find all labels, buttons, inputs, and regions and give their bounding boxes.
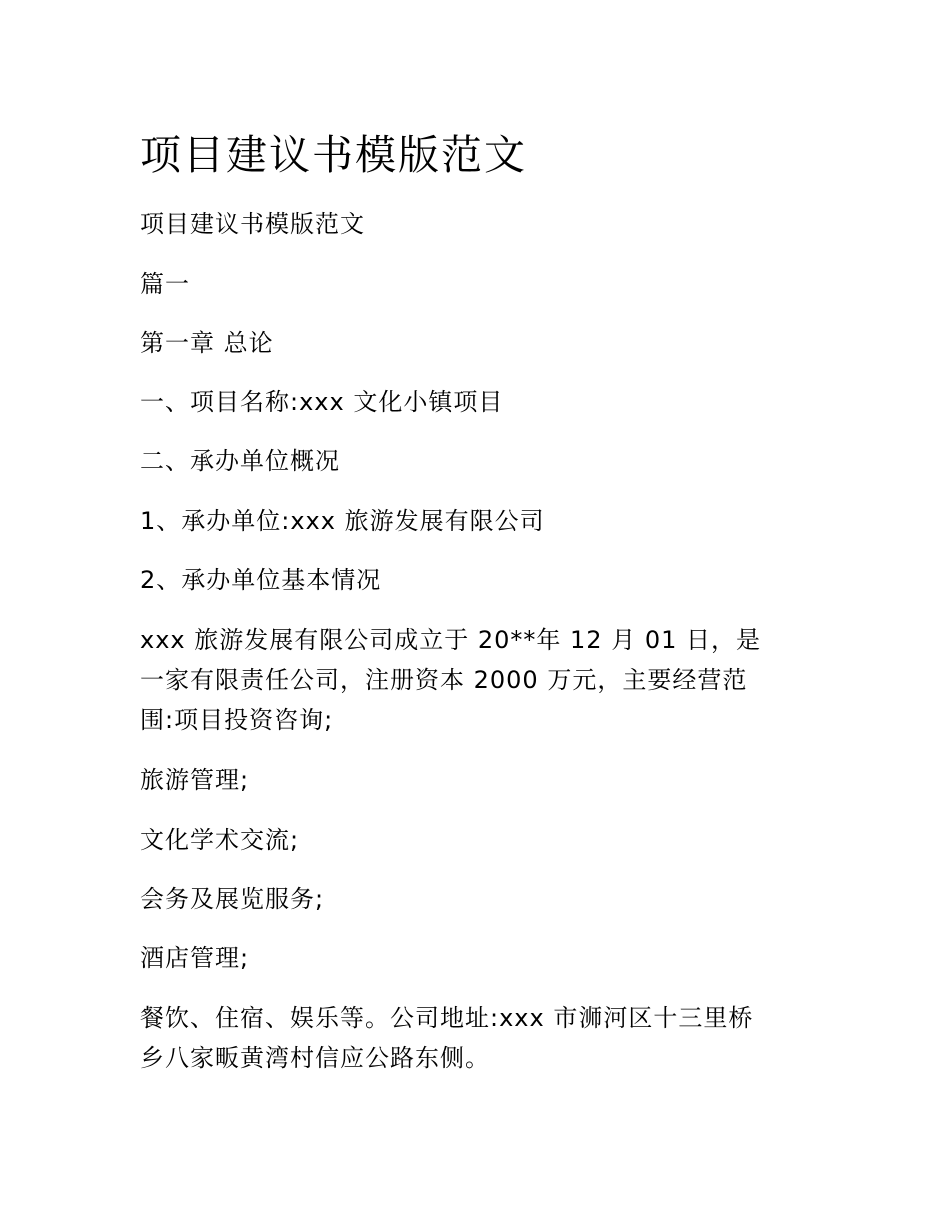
company-intro-line: 围:项目投资咨询; xyxy=(140,706,334,734)
part-heading: 篇一 xyxy=(140,270,190,298)
company-intro-line: xxx 旅游发展有限公司成立于 20**年 12 月 01 日，是 xyxy=(140,626,761,654)
address-paragraph xyxy=(140,998,810,1078)
scope-hotel-line: 酒店管理; xyxy=(140,944,250,972)
project-name-line: 一、项目名称:xxx 文化小镇项目 xyxy=(140,388,504,416)
address-line: 乡八家畈黄湾村信应公路东侧。 xyxy=(140,1044,490,1072)
organizer-name-line: 1、承办单位:xxx 旅游发展有限公司 xyxy=(140,507,545,535)
scope-culture-line: 文化学术交流; xyxy=(140,826,300,854)
organizer-overview-heading: 二、承办单位概况 xyxy=(140,447,340,475)
scope-conference-line: 会务及展览服务; xyxy=(140,885,325,913)
company-intro-paragraph xyxy=(140,620,810,740)
organizer-basic-info-heading: 2、承办单位基本情况 xyxy=(140,566,382,594)
document-title: 项目建议书模版范文 xyxy=(140,131,527,179)
address-line: 餐饮、住宿、娱乐等。公司地址:xxx 市浉河区十三里桥 xyxy=(140,1004,754,1032)
scope-tourism-line: 旅游管理; xyxy=(140,766,250,794)
chapter-heading: 第一章 总论 xyxy=(140,329,274,357)
document-subtitle: 项目建议书模版范文 xyxy=(140,210,365,238)
company-intro-line: 一家有限责任公司，注册资本 2000 万元，主要经营范 xyxy=(140,666,748,694)
